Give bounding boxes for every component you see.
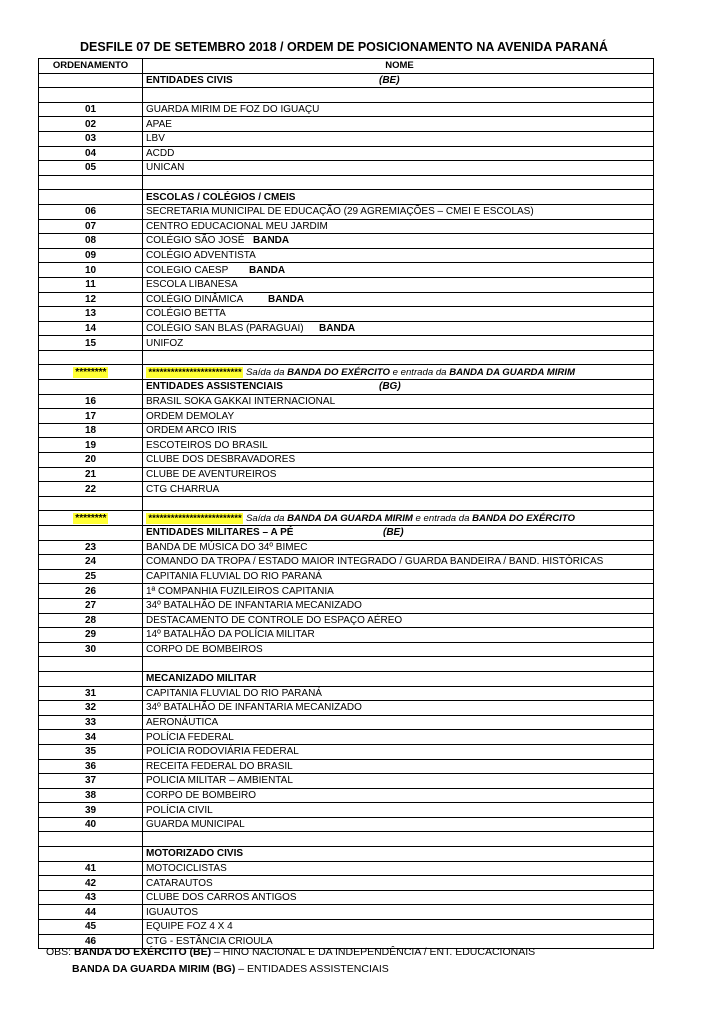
row-name: 1ª COMPANHIA FUZILEIROS CAPITANIA [146, 585, 334, 597]
table-row [39, 540, 654, 555]
obs-bg-label: BANDA DA GUARDA MIRIM (BG) [72, 963, 236, 975]
row-name: COLÉGIO SÃO JOSÉ [146, 235, 245, 247]
section-row [39, 73, 654, 88]
obs-prefix: OBS: [46, 946, 75, 958]
table-row [39, 598, 654, 613]
row-name: UNIFOZ [146, 337, 184, 349]
transition-text-1: Saída da [243, 512, 288, 524]
row-name-cell [143, 277, 654, 292]
row-name-cell [143, 482, 654, 497]
table-row [39, 788, 654, 803]
row-number: 41 [39, 861, 143, 876]
section-title-cell [143, 847, 654, 862]
row-number: 16 [39, 394, 143, 409]
row-name: EQUIPE FOZ 4 X 4 [146, 921, 233, 933]
empty-cell [39, 73, 143, 88]
row-name-cell [143, 744, 654, 759]
row-number: 09 [39, 248, 143, 263]
row-name: COLÉGIO ADVENTISTA [146, 250, 256, 262]
transition-band-out: BANDA DA GUARDA MIRIM [287, 512, 413, 524]
table-row [39, 219, 654, 234]
empty-cell [39, 380, 143, 395]
row-name: CLUBE DOS CARROS ANTIGOS [146, 892, 297, 904]
row-name: CTG - ESTÂNCIA CRIOULA [146, 935, 273, 947]
row-number: 18 [39, 423, 143, 438]
table-row [39, 277, 654, 292]
row-name-cell [143, 409, 654, 424]
table-row [39, 263, 654, 278]
row-number: 10 [39, 263, 143, 278]
table-row [39, 555, 654, 570]
row-name-cell [143, 263, 654, 278]
band-tag: (BG) [379, 381, 401, 393]
row-name-cell [143, 307, 654, 322]
row-name: 34º BATALHÃO DE INFANTARIA MECANIZADO [146, 600, 362, 612]
row-name: AERONÁUTICA [146, 717, 219, 729]
row-name-cell [143, 774, 654, 789]
table-row [39, 730, 654, 745]
transition-band-in: BANDA DA GUARDA MIRIM [449, 366, 575, 378]
empty-cell [39, 847, 143, 862]
band-transition-row [39, 365, 654, 380]
banda-label: BANDA [268, 293, 305, 305]
table-row [39, 131, 654, 146]
banda-label: BANDA [249, 264, 286, 276]
row-number: 05 [39, 161, 143, 176]
table-row [39, 409, 654, 424]
table-row [39, 438, 654, 453]
row-number: 25 [39, 569, 143, 584]
table-row [39, 905, 654, 920]
table-row [39, 701, 654, 716]
row-number: 29 [39, 628, 143, 643]
empty-cell [143, 496, 654, 511]
row-name-cell [143, 730, 654, 745]
row-name-cell [143, 861, 654, 876]
row-number: 39 [39, 803, 143, 818]
row-name-cell [143, 146, 654, 161]
table-row [39, 394, 654, 409]
transition-text-2: e entrada da [412, 512, 473, 524]
row-number: 38 [39, 788, 143, 803]
transition-band-in: BANDA DO EXÉRCITO [472, 512, 575, 524]
blank-row [39, 496, 654, 511]
blank-row [39, 350, 654, 365]
row-number: 24 [39, 555, 143, 570]
table-row [39, 759, 654, 774]
row-number: 40 [39, 817, 143, 832]
section-title: ENTIDADES CIVIS [146, 74, 233, 86]
section-title-cell [143, 380, 654, 395]
transition-stars: ************************* [148, 512, 242, 524]
row-number: 02 [39, 117, 143, 132]
row-number: 28 [39, 613, 143, 628]
table-row [39, 292, 654, 307]
table-row [39, 803, 654, 818]
row-number: 36 [39, 759, 143, 774]
section-title: MECANIZADO MILITAR [146, 673, 257, 685]
obs-be-desc: – HINO NACIONAL E DA INDEPENDÊNCIA / ENT. EDUCACIONAIS [211, 946, 536, 958]
table-row [39, 817, 654, 832]
row-number: 12 [39, 292, 143, 307]
row-name: GUARDA MIRIM DE FOZ DO IGUAÇU [146, 104, 320, 116]
empty-cell [143, 657, 654, 672]
page-title: DESFILE 07 DE SETEMBRO 2018 / ORDEM DE POSICIONAMENTO NA AVENIDA PARANÁ [80, 40, 608, 54]
empty-cell [39, 526, 143, 541]
row-name: POLICIA MILITAR – AMBIENTAL [146, 775, 293, 787]
row-number: 33 [39, 715, 143, 730]
row-name-cell [143, 467, 654, 482]
table-row [39, 146, 654, 161]
row-name: COLÉGIO SAN BLAS (PARAGUAI) [146, 322, 304, 334]
table-row [39, 102, 654, 117]
empty-cell [39, 175, 143, 190]
row-name: COLÉGIO DINÂMICA [146, 293, 244, 305]
row-name: CORPO DE BOMBEIRO [146, 789, 257, 801]
table-row [39, 920, 654, 935]
table-row [39, 204, 654, 219]
row-number: 44 [39, 905, 143, 920]
row-name-cell [143, 131, 654, 146]
table-row [39, 569, 654, 584]
row-number: 34 [39, 730, 143, 745]
observations [46, 946, 686, 980]
row-number: 04 [39, 146, 143, 161]
empty-cell [143, 350, 654, 365]
row-number: 11 [39, 277, 143, 292]
row-name: CLUBE DOS DESBRAVADORES [146, 454, 296, 466]
row-number: 30 [39, 642, 143, 657]
empty-cell [143, 88, 654, 103]
section-row [39, 380, 654, 395]
transition-stars: ************************* [148, 366, 242, 378]
row-name: DESTACAMENTO DE CONTROLE DO ESPAÇO AÉREO [146, 614, 403, 626]
row-name-cell [143, 336, 654, 351]
table-row [39, 686, 654, 701]
row-number: 27 [39, 598, 143, 613]
row-name: IGUAUTOS [146, 906, 199, 918]
row-name-cell [143, 248, 654, 263]
row-name-cell [143, 204, 654, 219]
row-number: 31 [39, 686, 143, 701]
empty-cell [143, 175, 654, 190]
table-row [39, 117, 654, 132]
row-number: 43 [39, 890, 143, 905]
transition-text-2: e entrada da [389, 366, 450, 378]
row-name-cell [143, 890, 654, 905]
table-row [39, 744, 654, 759]
section-title-cell [143, 73, 654, 88]
row-name: UNICAN [146, 162, 185, 174]
blank-row [39, 832, 654, 847]
band-tag: (BE) [379, 74, 400, 86]
row-number: 06 [39, 204, 143, 219]
section-title-cell [143, 190, 654, 205]
row-name: CORPO DE BOMBEIROS [146, 644, 263, 656]
row-name-cell [143, 117, 654, 132]
obs-line-1 [46, 946, 686, 963]
transition-mark: ******** [74, 366, 107, 378]
row-number: 32 [39, 701, 143, 716]
row-name: ACDD [146, 147, 175, 159]
row-name-cell [143, 715, 654, 730]
table-row [39, 161, 654, 176]
row-name: CLUBE DE AVENTUREIROS [146, 468, 277, 480]
row-name: BRASIL SOKA GAKKAI INTERNACIONAL [146, 395, 336, 407]
row-name-cell [143, 759, 654, 774]
table-row [39, 307, 654, 322]
band-tag: (BE) [383, 527, 404, 539]
row-number: 35 [39, 744, 143, 759]
header-ordenamento: ORDENAMENTO [39, 59, 143, 74]
row-name: GUARDA MUNICIPAL [146, 819, 245, 831]
row-name-cell [143, 569, 654, 584]
row-name: COLEGIO CAESP [146, 264, 229, 276]
row-name-cell [143, 292, 654, 307]
row-name-cell [143, 161, 654, 176]
row-name: CTG CHARRUA [146, 483, 220, 495]
row-name: POLÍCIA CIVIL [146, 804, 213, 816]
row-name: CAPITANIA FLUVIAL DO RIO PARANÁ [146, 687, 322, 699]
blank-row [39, 657, 654, 672]
row-number: 23 [39, 540, 143, 555]
table-row [39, 248, 654, 263]
row-number: 13 [39, 307, 143, 322]
row-name: CENTRO EDUCACIONAL MEU JARDIM [146, 220, 328, 232]
empty-cell [39, 496, 143, 511]
row-number: 08 [39, 234, 143, 249]
empty-cell [143, 832, 654, 847]
row-name-cell [143, 686, 654, 701]
row-name: ORDEM DEMOLAY [146, 410, 235, 422]
row-number: 03 [39, 131, 143, 146]
row-name: 34º BATALHÃO DE INFANTARIA MECANIZADO [146, 702, 362, 714]
row-name: COMANDO DA TROPA / ESTADO MAIOR INTEGRADO / GUARDA BANDEIRA / BAND. HISTÓRICAS [146, 556, 604, 568]
ordering-table [38, 58, 654, 949]
section-title-cell [143, 671, 654, 686]
empty-cell [39, 657, 143, 672]
row-name-cell [143, 584, 654, 599]
row-name: POLÍCIA FEDERAL [146, 731, 234, 743]
section-row [39, 847, 654, 862]
table-row [39, 861, 654, 876]
row-name-cell [143, 876, 654, 891]
row-name: BANDA DE MÚSICA DO 34º BIMEC [146, 541, 308, 553]
section-title: ENTIDADES ASSISTENCIAIS [146, 381, 283, 393]
row-number: 26 [39, 584, 143, 599]
row-name-cell [143, 642, 654, 657]
row-name-cell [143, 701, 654, 716]
banda-label: BANDA [319, 322, 356, 334]
table-row [39, 482, 654, 497]
row-name: COLÉGIO BETTA [146, 308, 226, 320]
row-name: 14º BATALHÃO DA POLÍCIA MILITAR [146, 629, 315, 641]
row-number: 22 [39, 482, 143, 497]
banda-label: BANDA [253, 235, 290, 247]
section-title: ESCOLAS / COLÉGIOS / CMEIS [146, 191, 296, 203]
row-number: 01 [39, 102, 143, 117]
table-row [39, 453, 654, 468]
transition-text-1: Saída da [243, 366, 288, 378]
row-name-cell [143, 598, 654, 613]
row-number: 21 [39, 467, 143, 482]
row-name-cell [143, 817, 654, 832]
blank-row [39, 88, 654, 103]
row-name-cell [143, 423, 654, 438]
row-number: 42 [39, 876, 143, 891]
row-number: 14 [39, 321, 143, 336]
table-row [39, 613, 654, 628]
row-name-cell [143, 394, 654, 409]
table-row [39, 336, 654, 351]
transition-cell [143, 511, 654, 526]
row-name-cell [143, 628, 654, 643]
row-name-cell [143, 219, 654, 234]
row-name-cell [143, 920, 654, 935]
table-row [39, 234, 654, 249]
table-header-row [39, 59, 654, 74]
empty-cell [39, 350, 143, 365]
row-name: ESCOLA LIBANESA [146, 279, 238, 291]
row-name-cell [143, 905, 654, 920]
section-row [39, 526, 654, 541]
row-number: 46 [39, 934, 143, 949]
row-number: 19 [39, 438, 143, 453]
table-row [39, 467, 654, 482]
row-name-cell [143, 803, 654, 818]
section-title: MOTORIZADO CIVIS [146, 848, 244, 860]
row-name: SECRETARIA MUNICIPAL DE EDUCAÇÃO (29 AGREMIAÇÕES – CMEI E ESCOLAS) [146, 206, 534, 218]
row-name: ORDEM ARCO IRIS [146, 425, 237, 437]
row-name: LBV [146, 133, 165, 145]
table-row [39, 876, 654, 891]
section-row [39, 190, 654, 205]
row-name-cell [143, 788, 654, 803]
blank-row [39, 175, 654, 190]
row-name-cell [143, 453, 654, 468]
empty-cell [39, 190, 143, 205]
obs-be-label: BANDA DO EXÉRCITO (BE) [74, 946, 212, 958]
section-title: ENTIDADES MILITARES – A PÉ [146, 527, 294, 539]
table-row [39, 642, 654, 657]
transition-band-out: BANDA DO EXÉRCITO [287, 366, 390, 378]
empty-cell [39, 671, 143, 686]
row-name: RECEITA FEDERAL DO BRASIL [146, 760, 293, 772]
band-transition-row [39, 511, 654, 526]
transition-cell [143, 365, 654, 380]
transition-mark-cell [39, 511, 143, 526]
row-name: CATARAUTOS [146, 877, 213, 889]
table-row [39, 774, 654, 789]
table-row [39, 584, 654, 599]
row-name-cell [143, 438, 654, 453]
row-name-cell [143, 321, 654, 336]
row-name: MOTOCICLISTAS [146, 862, 227, 874]
table-row [39, 890, 654, 905]
table-row [39, 628, 654, 643]
row-name: CAPITANIA FLUVIAL DO RIO PARANÁ [146, 571, 322, 583]
transition-mark-cell [39, 365, 143, 380]
row-number: 37 [39, 774, 143, 789]
table-row [39, 423, 654, 438]
row-number: 45 [39, 920, 143, 935]
empty-cell [39, 832, 143, 847]
transition-mark: ******** [74, 512, 107, 524]
row-name-cell [143, 540, 654, 555]
row-name-cell [143, 234, 654, 249]
section-row [39, 671, 654, 686]
table-row [39, 321, 654, 336]
row-name-cell [143, 613, 654, 628]
section-title-cell [143, 526, 654, 541]
row-name: APAE [146, 118, 172, 130]
row-number: 15 [39, 336, 143, 351]
empty-cell [39, 88, 143, 103]
header-nome: NOME [143, 59, 654, 74]
row-number: 20 [39, 453, 143, 468]
row-name: POLÍCIA RODOVIÁRIA FEDERAL [146, 746, 299, 758]
row-name: ESCOTEIROS DO BRASIL [146, 439, 268, 451]
table-row [39, 715, 654, 730]
obs-line-2 [46, 963, 686, 980]
row-number: 17 [39, 409, 143, 424]
row-name-cell [143, 555, 654, 570]
row-name-cell [143, 102, 654, 117]
obs-bg-desc: – ENTIDADES ASSISTENCIAIS [235, 963, 389, 975]
row-number: 07 [39, 219, 143, 234]
